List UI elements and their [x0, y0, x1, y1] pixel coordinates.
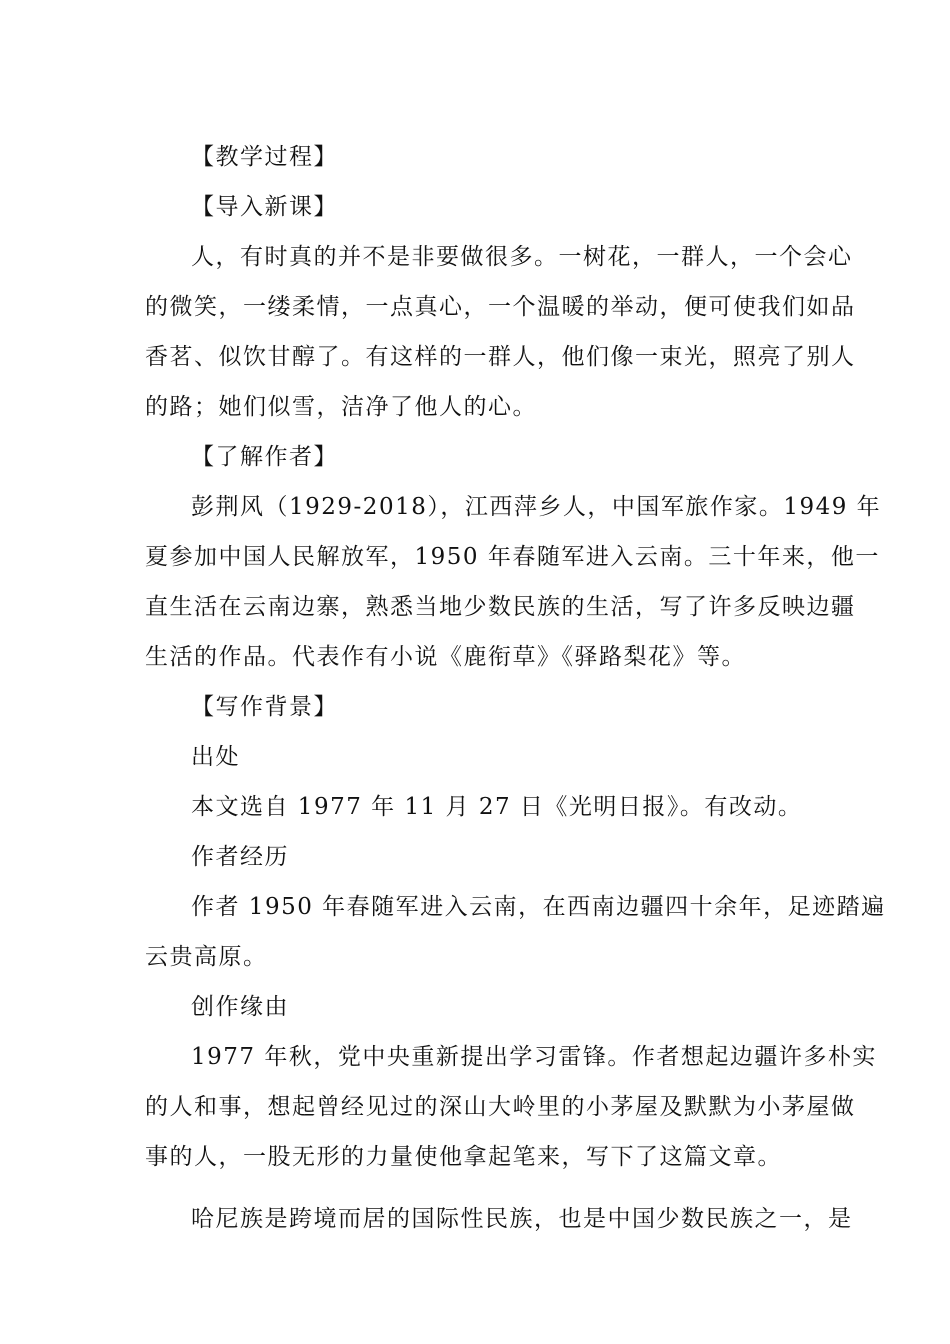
paragraph-line: 1977 年秋，党中央重新提出学习雷锋。作者想起边疆许多朴实 [191, 1044, 877, 1070]
source-text: 本文选自 1977 年 11 月 27 日《光明日报》。有改动。 [191, 794, 803, 820]
paragraph-line: 香茗、似饮甘醇了。有这样的一群人，他们像一束光，照亮了别人 [145, 344, 856, 370]
hani-paragraph [145, 1194, 853, 1244]
document-body [145, 132, 886, 1244]
reason-paragraph [145, 1032, 877, 1182]
paragraph-line: 生活的作品。代表作有小说《鹿衔草》《驿路梨花》等。 [145, 644, 746, 670]
paragraph-line: 夏参加中国人民解放军，1950 年春随军进入云南。三十年来，他一 [145, 544, 880, 570]
paragraph-line: 的路；她们似雪，洁净了他人的心。 [145, 394, 537, 420]
reason-label: 创作缘由 [191, 994, 289, 1020]
paragraph-line: 云贵高原。 [145, 944, 268, 970]
author-heading: 【了解作者】 [191, 444, 338, 470]
paragraph-line: 的微笑，一缕柔情，一点真心，一个温暖的举动，便可使我们如品 [145, 294, 856, 320]
paragraph-line: 的人和事，想起曾经见过的深山大岭里的小茅屋及默默为小茅屋做 [145, 1094, 856, 1120]
paragraph-line: 作者 1950 年春随军进入云南，在西南边疆四十余年，足迹踏遍 [191, 894, 886, 920]
author-paragraph [145, 482, 882, 682]
paragraph-line: 彭荆风（1929-2018），江西萍乡人，中国军旅作家。1949 年 [191, 494, 882, 520]
intro-paragraph [145, 232, 856, 432]
paragraph-line: 哈尼族是跨境而居的国际性民族，也是中国少数民族之一，是 [191, 1206, 853, 1232]
experience-label: 作者经历 [191, 844, 289, 870]
paragraph-line: 直生活在云南边寨，熟悉当地少数民族的生活，写了许多反映边疆 [145, 594, 856, 620]
source-label: 出处 [191, 744, 240, 770]
experience-paragraph [145, 882, 886, 982]
background-heading: 【写作背景】 [191, 694, 338, 720]
intro-heading: 【导入新课】 [191, 194, 338, 220]
paragraph-line: 人，有时真的并不是非要做很多。一树花，一群人，一个会心 [191, 244, 853, 270]
paragraph-line: 事的人，一股无形的力量使他拿起笔来，写下了这篇文章。 [145, 1144, 782, 1170]
teaching-process-heading: 【教学过程】 [191, 144, 338, 170]
paragraph-spacer [145, 1182, 807, 1194]
